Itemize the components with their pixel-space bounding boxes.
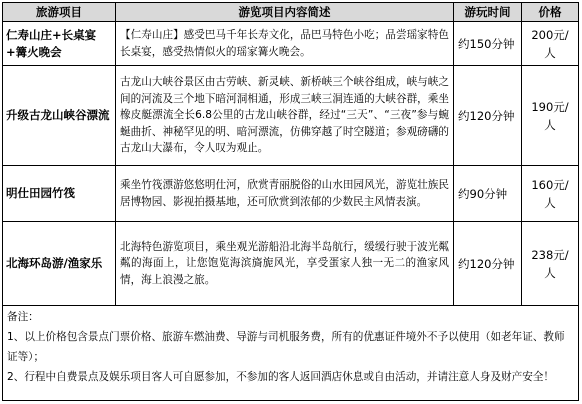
item-description: 古龙山大峡谷景区由古劳峡、新灵峡、新桥峡三个峡谷组成，峡与峡之间的河流及三个地下暗河洞相通，形成三峡三洞连通的大峡谷群，乘坐橡皮艇漂流全长6.8公里的古龙山峡谷群，经过“三天”、“三夜”参与蜿蜒曲折、神秘罕见的明、暗河漂流，仿佛穿越了时空隧道；参观磅礴的古龙山大瀑布，令人叹为观止。 (116, 66, 454, 166)
item-description: 乘坐竹筏漂游悠悠明仕河，欣赏青丽脱俗的山水田园风光，游览壮族民居博物园、影视拍摄基地，还可欣赏到浓郁的少数民主风情表演。 (116, 166, 454, 222)
item-price: 200元/人 (522, 22, 579, 66)
item-name: 北海环岛游/渔家乐 (3, 222, 116, 306)
item-duration: 约90分钟 (454, 166, 522, 222)
table-header-row (3, 3, 579, 22)
item-duration: 约120分钟 (454, 66, 522, 166)
header-item: 旅游项目 (3, 3, 116, 22)
item-price: 160元/人 (522, 166, 579, 222)
notes-section (3, 306, 579, 401)
tour-price-table (2, 2, 579, 401)
table-row (3, 222, 579, 306)
item-description: 【仁寿山庄】感受巴马千年长寿文化，品巴马特色小吃；品尝瑶家特色长桌宴，感受热情似火的瑶家篝火晚会。 (116, 22, 454, 66)
item-duration: 约150分钟 (454, 22, 522, 66)
notes-line-2: 2、行程中自费景点及娱乐项目客人可自愿参加，不参加的客人返回酒店休息或自由活动，并请注意人身及财产安全！ (7, 371, 555, 383)
item-description: 北海特色游览项目，乘坐观光游船沿北海半岛航行，缓缓行驶于波光粼粼的海面上，让您饱览海滨旖旎风光，享受蛋家人独一无二的渔家风情，海上浪漫之旅。 (116, 222, 454, 306)
item-name: 明仕田园竹筏 (3, 166, 116, 222)
table-row (3, 22, 579, 66)
item-name: 升级古龙山峡谷漂流 (3, 66, 116, 166)
table-row (3, 166, 579, 222)
item-name: 仁寿山庄+长桌宴+篝火晚会 (3, 22, 116, 66)
header-price: 价格 (522, 3, 579, 22)
item-price: 238元/人 (522, 222, 579, 306)
item-price: 190元/人 (522, 66, 579, 166)
header-duration: 游玩时间 (454, 3, 522, 22)
header-description: 游览项目内容简述 (116, 3, 454, 22)
notes-row (3, 306, 579, 401)
notes-title: 备注： (7, 311, 39, 323)
notes-line-1: 1、以上价格包含景点门票价格、旅游车燃油费、导游与司机服务费，所有的优惠证件境外不予以使用（如老年证、教师证等）； (7, 331, 565, 363)
item-duration: 约120分钟 (454, 222, 522, 306)
table-row (3, 66, 579, 166)
